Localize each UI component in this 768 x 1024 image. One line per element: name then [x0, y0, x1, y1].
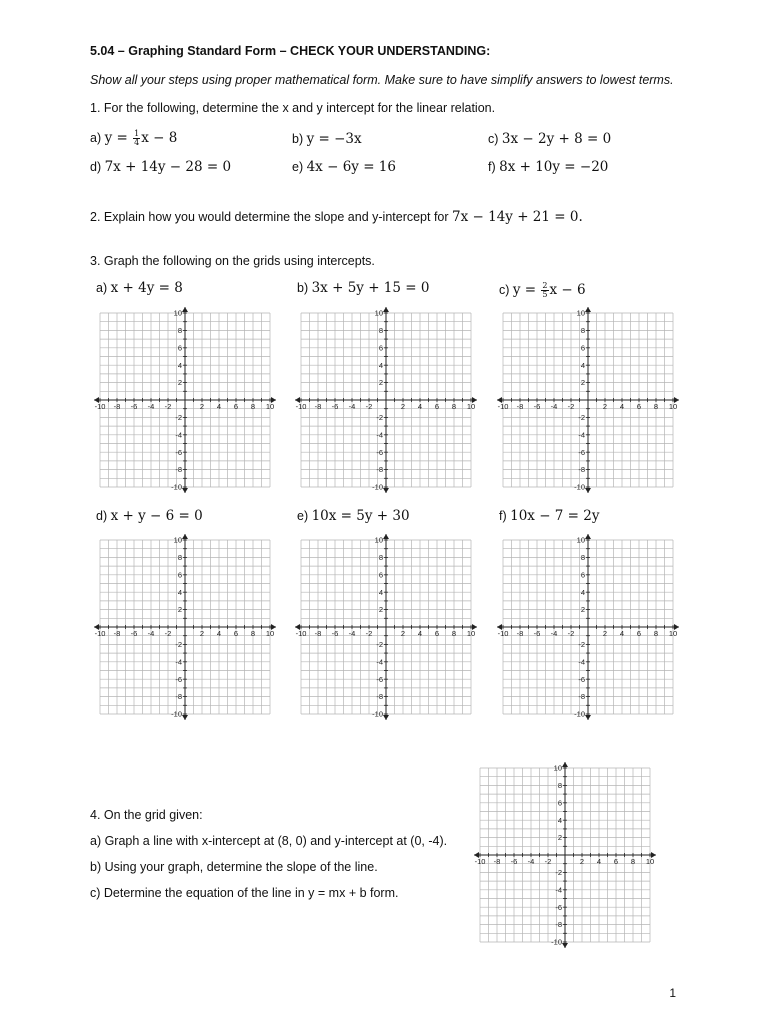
x-tick-label: 10 [668, 629, 678, 638]
y-tick-label: 2 [378, 378, 383, 388]
y-tick-label: -10 [372, 482, 383, 492]
x-tick-label: 6 [613, 857, 619, 866]
x-tick-label: -8 [113, 629, 121, 638]
y-axis-arrow-up [383, 534, 389, 539]
x-tick-label: 2 [400, 402, 406, 411]
y-tick-label: 6 [557, 798, 562, 808]
y-tick-label: -2 [578, 640, 585, 649]
x-tick-label: -10 [497, 629, 509, 638]
y-tick-label: -4 [175, 430, 182, 440]
y-tick-label: -8 [376, 692, 383, 702]
y-tick-label: -6 [175, 674, 182, 684]
y-tick-label: 2 [557, 833, 562, 843]
y-tick-label: -8 [555, 920, 562, 930]
y-tick-label: 6 [580, 343, 585, 353]
x-tick-label: 8 [653, 629, 659, 638]
y-tick-label: -6 [175, 447, 182, 457]
y-tick-label: -2 [376, 413, 383, 422]
x-tick-label: -4 [550, 629, 558, 638]
x-tick-label: -2 [164, 629, 172, 638]
y-tick-label: 10 [553, 763, 562, 773]
q3-item-a: a) x + 4y = 8 [96, 280, 183, 296]
x-tick-label: -8 [516, 629, 524, 638]
q4-part-a: a) Graph a line with x-intercept at (8, 0) and y-intercept at (0, -4). [90, 834, 448, 848]
x-tick-label: 10 [466, 629, 476, 638]
y-tick-label: -8 [376, 465, 383, 475]
page-title: 5.04 – Graphing Standard Form – CHECK YOUR UNDERSTANDING: [90, 44, 491, 58]
y-tick-label: 2 [177, 378, 182, 388]
y-axis-arrow-down [585, 715, 591, 720]
grid-svg [495, 532, 681, 722]
x-tick-label: -10 [295, 629, 307, 638]
y-tick-label: -8 [578, 465, 585, 475]
x-tick-label: -10 [94, 402, 106, 411]
y-axis-arrow-up [182, 534, 188, 539]
x-tick-label: 6 [233, 629, 239, 638]
coordinate-grid-3c[interactable] [495, 305, 681, 495]
x-tick-label: -8 [314, 402, 322, 411]
y-axis-arrow-down [182, 715, 188, 720]
x-tick-label: -2 [567, 629, 575, 638]
x-tick-label: -2 [365, 629, 373, 638]
y-tick-label: -4 [376, 657, 383, 667]
x-tick-label: 2 [579, 857, 585, 866]
x-tick-label: -6 [130, 629, 138, 638]
y-tick-label: -6 [376, 674, 383, 684]
x-tick-label: 2 [602, 402, 608, 411]
x-tick-label: 8 [250, 402, 256, 411]
x-tick-label: -8 [314, 629, 322, 638]
x-tick-label: -10 [295, 402, 307, 411]
y-tick-label: -2 [555, 868, 562, 877]
q3-item-f: f) 10x − 7 = 2y [499, 508, 600, 524]
x-tick-label: -6 [331, 402, 339, 411]
coordinate-grid-4[interactable] [472, 760, 658, 950]
y-tick-label: -4 [555, 885, 562, 895]
grid-svg [92, 305, 278, 495]
q1-item-a: a) y = $\frac{1}{4}$ x − 8 [90, 129, 178, 148]
y-tick-label: 6 [378, 570, 383, 580]
y-tick-label: -10 [574, 709, 585, 719]
y-axis-arrow-down [562, 943, 568, 948]
x-tick-label: -6 [533, 629, 541, 638]
x-tick-label: 6 [434, 629, 440, 638]
y-tick-label: -8 [175, 465, 182, 475]
grid-svg [472, 760, 658, 950]
x-tick-label: 8 [630, 857, 636, 866]
q1-item-c: c) 3x − 2y + 8 = 0 [488, 131, 612, 147]
y-tick-label: 8 [580, 326, 585, 335]
y-axis-arrow-up [383, 307, 389, 312]
y-axis-arrow-up [562, 762, 568, 767]
x-tick-label: 10 [265, 402, 275, 411]
coordinate-grid-3d[interactable] [92, 532, 278, 722]
x-tick-label: -10 [474, 857, 486, 866]
grid-svg [495, 305, 681, 495]
y-tick-label: 10 [576, 308, 585, 318]
x-tick-label: -8 [493, 857, 501, 866]
y-tick-label: -2 [578, 413, 585, 422]
x-tick-label: 10 [645, 857, 655, 866]
q3-item-e: e) 10x = 5y + 30 [297, 508, 410, 524]
y-axis-arrow-down [383, 488, 389, 493]
y-tick-label: -4 [376, 430, 383, 440]
q1-item-e: e) 4x − 6y = 16 [292, 159, 396, 175]
coordinate-grid-3a[interactable] [92, 305, 278, 495]
y-tick-label: -10 [372, 709, 383, 719]
x-tick-label: -4 [348, 629, 356, 638]
y-tick-label: 10 [576, 535, 585, 545]
x-tick-label: 2 [199, 402, 205, 411]
x-tick-label: 4 [216, 402, 222, 411]
coordinate-grid-3f[interactable] [495, 532, 681, 722]
x-tick-label: 6 [434, 402, 440, 411]
x-tick-label: -8 [113, 402, 121, 411]
x-tick-label: -4 [527, 857, 535, 866]
q1-item-b: b) y = −3x [292, 131, 362, 147]
x-tick-label: 2 [602, 629, 608, 638]
y-tick-label: -8 [578, 692, 585, 702]
y-tick-label: 10 [173, 535, 182, 545]
y-tick-label: -2 [376, 640, 383, 649]
page-number: 1 [669, 986, 676, 1000]
y-tick-label: 10 [374, 535, 383, 545]
y-tick-label: -2 [175, 640, 182, 649]
y-tick-label: 4 [378, 587, 383, 597]
x-tick-label: -2 [164, 402, 172, 411]
x-tick-label: 4 [216, 629, 222, 638]
grid-svg [92, 532, 278, 722]
y-axis-arrow-down [182, 488, 188, 493]
y-tick-label: 4 [378, 360, 383, 370]
x-tick-label: -4 [147, 402, 155, 411]
x-tick-label: 4 [417, 629, 423, 638]
y-axis-arrow-up [585, 307, 591, 312]
y-tick-label: 6 [177, 570, 182, 580]
y-tick-label: -10 [574, 482, 585, 492]
q3-prompt: 3. Graph the following on the grids using intercepts. [90, 254, 375, 268]
y-tick-label: 8 [378, 326, 383, 335]
x-tick-label: 10 [265, 629, 275, 638]
x-tick-label: -4 [550, 402, 558, 411]
x-tick-label: 6 [636, 629, 642, 638]
y-tick-label: 8 [378, 553, 383, 562]
y-tick-label: 10 [173, 308, 182, 318]
y-tick-label: 10 [374, 308, 383, 318]
y-tick-label: 2 [580, 378, 585, 388]
coordinate-grid-3e[interactable] [293, 532, 479, 722]
y-tick-label: 8 [177, 553, 182, 562]
x-tick-label: 6 [233, 402, 239, 411]
y-tick-label: -6 [555, 902, 562, 912]
q2-prompt: 2. Explain how you would determine the slope and y-intercept for 7x − 14y + 21 = 0. [90, 209, 583, 225]
x-tick-label: -10 [94, 629, 106, 638]
y-tick-label: 6 [580, 570, 585, 580]
q1-prompt: 1. For the following, determine the x and y intercept for the linear relation. [90, 101, 496, 115]
y-tick-label: -4 [175, 657, 182, 667]
q4-intro: 4. On the grid given: [90, 808, 203, 822]
y-tick-label: -10 [551, 937, 562, 947]
x-tick-label: 4 [619, 629, 625, 638]
q1-item-f: f) 8x + 10y = −20 [488, 159, 609, 175]
x-tick-label: -8 [516, 402, 524, 411]
q1-item-d: d) 7x + 14y − 28 = 0 [90, 159, 232, 175]
y-tick-label: 8 [557, 781, 562, 790]
instructions: Show all your steps using proper mathematical form. Make sure to have simplify answers to lowest terms. [90, 73, 674, 87]
x-tick-label: 4 [596, 857, 602, 866]
q3-item-c: c) y = $\frac{2}{5}$ x − 6 [499, 281, 586, 300]
y-tick-label: 4 [580, 587, 585, 597]
y-tick-label: -10 [171, 482, 182, 492]
x-tick-label: -6 [533, 402, 541, 411]
y-tick-label: -8 [175, 692, 182, 702]
y-tick-label: -10 [171, 709, 182, 719]
q4-part-c: c) Determine the equation of the line in y = mx + b form. [90, 886, 399, 900]
q4-part-b: b) Using your graph, determine the slope of the line. [90, 860, 378, 874]
y-tick-label: -4 [578, 430, 585, 440]
q3-item-d: d) x + y − 6 = 0 [96, 508, 203, 524]
coordinate-grid-3b[interactable] [293, 305, 479, 495]
x-tick-label: -2 [365, 402, 373, 411]
y-tick-label: 8 [580, 553, 585, 562]
grid-svg [293, 532, 479, 722]
x-tick-label: 8 [451, 629, 457, 638]
grid-svg [293, 305, 479, 495]
q3-item-b: b) 3x + 5y + 15 = 0 [297, 280, 430, 296]
y-tick-label: 2 [378, 605, 383, 615]
y-tick-label: 2 [177, 605, 182, 615]
y-tick-label: 4 [557, 815, 562, 825]
x-tick-label: -6 [130, 402, 138, 411]
x-tick-label: -10 [497, 402, 509, 411]
x-tick-label: -4 [147, 629, 155, 638]
y-tick-label: -4 [578, 657, 585, 667]
y-axis-arrow-up [585, 534, 591, 539]
y-tick-label: -6 [578, 674, 585, 684]
y-tick-label: -6 [578, 447, 585, 457]
x-tick-label: 4 [417, 402, 423, 411]
y-axis-arrow-down [383, 715, 389, 720]
x-tick-label: 10 [466, 402, 476, 411]
x-tick-label: -4 [348, 402, 356, 411]
y-tick-label: -2 [175, 413, 182, 422]
y-tick-label: 2 [580, 605, 585, 615]
y-tick-label: 8 [177, 326, 182, 335]
y-tick-label: 4 [580, 360, 585, 370]
y-axis-arrow-up [182, 307, 188, 312]
x-tick-label: -6 [331, 629, 339, 638]
x-tick-label: 2 [400, 629, 406, 638]
y-tick-label: 4 [177, 587, 182, 597]
y-axis-arrow-down [585, 488, 591, 493]
x-tick-label: 8 [653, 402, 659, 411]
x-tick-label: 10 [668, 402, 678, 411]
x-tick-label: 8 [250, 629, 256, 638]
x-tick-label: 2 [199, 629, 205, 638]
x-tick-label: 8 [451, 402, 457, 411]
x-tick-label: -6 [510, 857, 518, 866]
x-tick-label: -2 [544, 857, 552, 866]
y-tick-label: 4 [177, 360, 182, 370]
x-tick-label: 4 [619, 402, 625, 411]
y-tick-label: 6 [378, 343, 383, 353]
y-tick-label: 6 [177, 343, 182, 353]
x-tick-label: -2 [567, 402, 575, 411]
y-tick-label: -6 [376, 447, 383, 457]
x-tick-label: 6 [636, 402, 642, 411]
